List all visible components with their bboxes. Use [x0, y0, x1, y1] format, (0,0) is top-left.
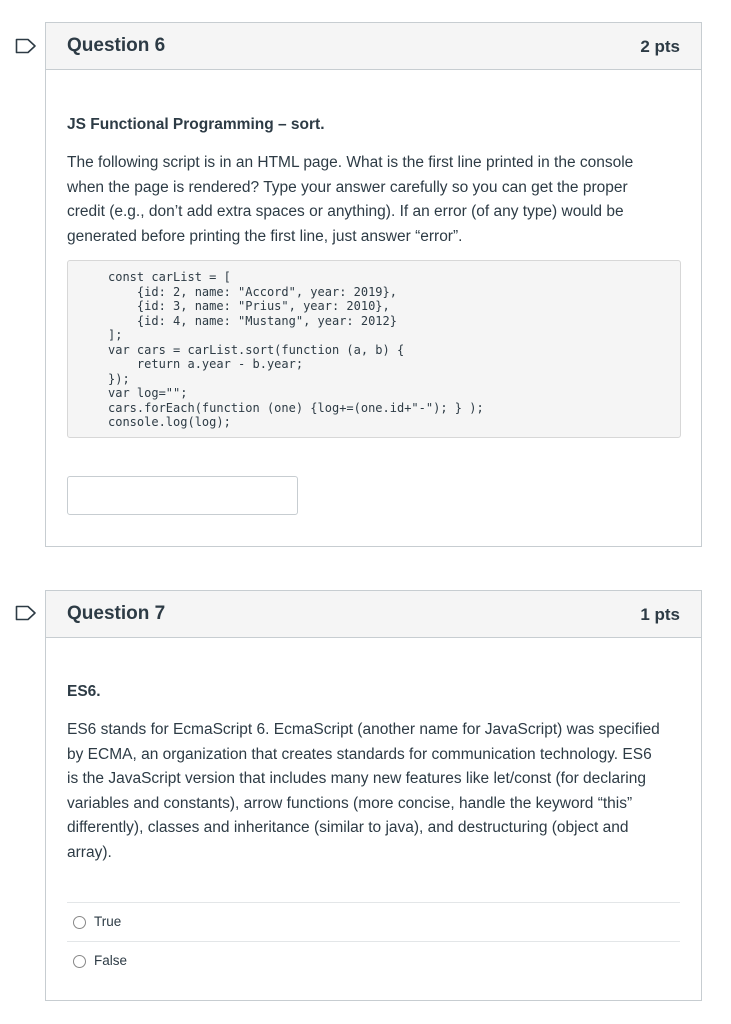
question-header	[46, 23, 701, 70]
question-text-line: generated before printing the first line, just answer “error”.	[67, 227, 463, 245]
answer-text-input[interactable]	[67, 476, 298, 515]
code-line: cars.forEach(function (one) {log+=(one.id+"-"); } );	[108, 400, 484, 415]
question-text	[67, 151, 680, 249]
code-line: {id: 4, name: "Mustang", year: 2012}	[108, 313, 397, 328]
question-text-line: when the page is rendered? Type your answer carefully so you can get the proper	[67, 178, 628, 196]
answer-label[interactable]: True	[94, 914, 122, 929]
flag-question-icon[interactable]	[15, 605, 37, 621]
flag-question-icon[interactable]	[15, 38, 37, 54]
question-points: 2 pts	[640, 37, 680, 56]
radio-button[interactable]	[73, 916, 86, 929]
question-text-line: credit (e.g., don’t add extra spaces or anything). If an error (of any type) would be	[67, 203, 624, 220]
question-text-line: is the JavaScript version that includes many new features like let/const (for declaring	[67, 770, 646, 787]
question-text-line: by ECMA, an organization that creates standards for communication technology. ES6	[67, 745, 652, 763]
question-body	[67, 683, 680, 701]
question-text	[67, 718, 680, 865]
question-subtitle: ES6.	[67, 683, 101, 700]
question-text-line: array).	[67, 843, 112, 861]
question-text-line: The following script is in an HTML page. What is the first line printed in the console	[67, 154, 634, 171]
code-line: var log="";	[108, 386, 188, 400]
answer-option-false[interactable]	[67, 941, 680, 980]
question-subtitle: JS Functional Programming – sort.	[67, 116, 325, 133]
code-block	[67, 260, 681, 438]
code-line: ];	[108, 328, 123, 342]
question-6	[45, 22, 702, 547]
code-line: var cars = carList.sort(function (a, b) {	[108, 342, 405, 357]
code-line: {id: 3, name: "Prius", year: 2010},	[108, 299, 390, 313]
question-header	[46, 591, 701, 638]
question-body	[67, 116, 680, 134]
question-7	[45, 590, 702, 1001]
question-text-line: ES6 stands for EcmaScript 6. EcmaScript (another name for JavaScript) was specified	[67, 721, 660, 738]
code-line: return a.year - b.year;	[108, 357, 304, 371]
answer-label[interactable]: False	[94, 953, 128, 968]
code-line: });	[108, 371, 130, 386]
question-text-line: variables and constants), arrow functions (more concise, handle the keyword “this”	[67, 794, 633, 812]
code-line: {id: 2, name: "Accord", year: 2019},	[108, 284, 397, 299]
radio-button[interactable]	[73, 955, 86, 968]
question-title: Question 7	[67, 603, 166, 624]
question-text-line: differently), classes and inheritance (similar to java), and destructuring (object and	[67, 819, 629, 836]
question-points: 1 pts	[640, 605, 680, 624]
code-line: const carList = [	[108, 270, 231, 284]
answer-option-true[interactable]	[67, 902, 680, 941]
question-title: Question 6	[67, 35, 166, 56]
code-line: console.log(log);	[108, 415, 231, 429]
